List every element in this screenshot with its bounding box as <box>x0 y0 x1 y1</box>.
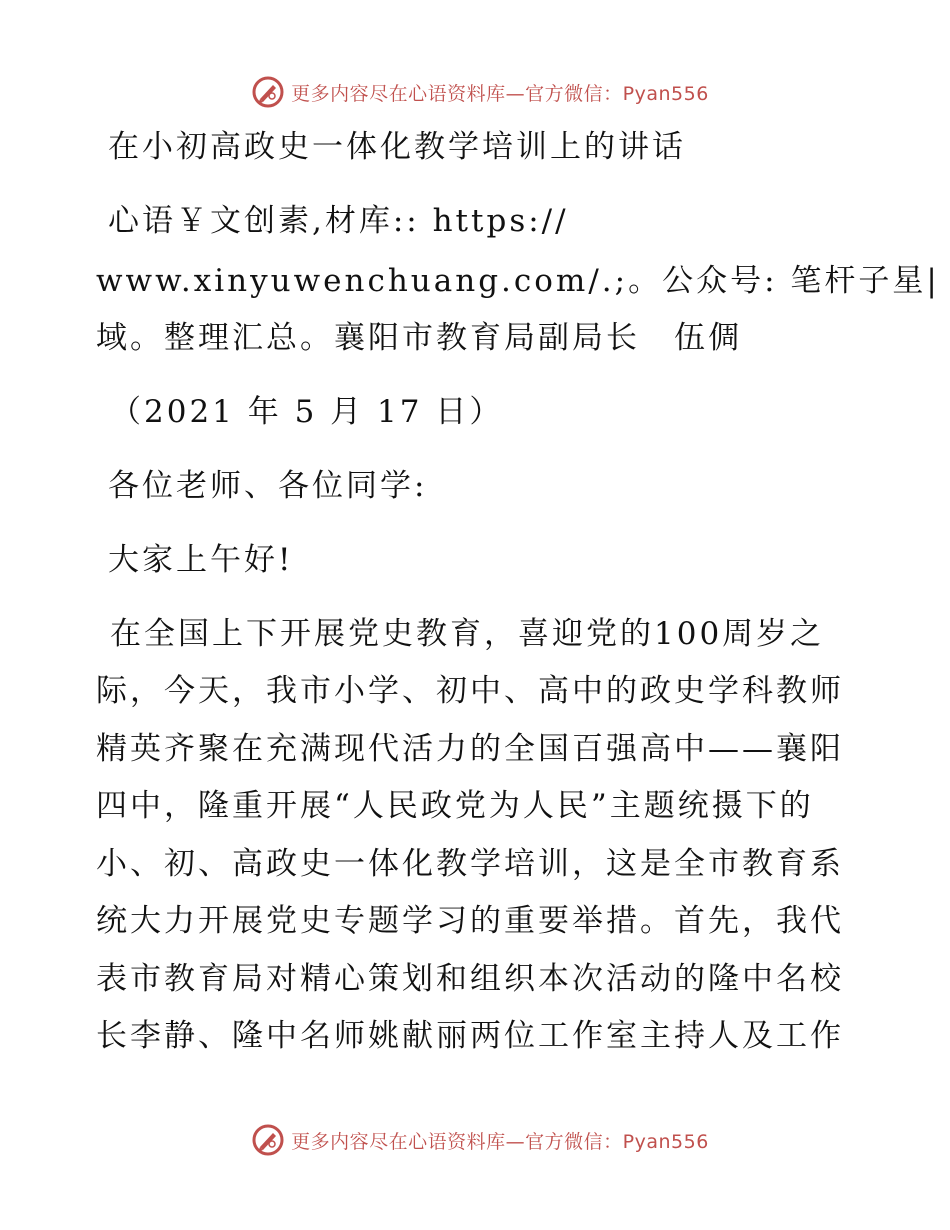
source-line-2: www.xinyuwenchuang.com/.;。公众号: 笔杆子星| <box>96 263 940 299</box>
greeting: 大家上午好! <box>108 542 294 578</box>
paragraph-line: 小、初、高政史一体化教学培训，这是全市教育系 <box>96 846 844 882</box>
footer-watermark-banner <box>0 1120 950 1160</box>
source-line-1: 心语￥文创素,材库:: https:// <box>108 203 569 239</box>
paragraph-line: 统大力开展党史专题学习的重要举措。首先，我代 <box>96 903 844 939</box>
paragraph-line: 在全国上下开展党史教育，喜迎党的100周岁之 <box>110 616 825 652</box>
source-line-3: 域。整理汇总。襄阳市教育局副局长 伍倜 <box>96 320 742 356</box>
watermark-text: 更多内容尽在心语资料库—官方微信：Pyan556 <box>291 1130 709 1153</box>
paragraph-line: 表市教育局对精心策划和组织本次活动的隆中名校 <box>96 961 844 997</box>
salutation: 各位老师、各位同学: <box>108 468 428 504</box>
paragraph-line: 精英齐聚在充满现代活力的全国百强高中——襄阳 <box>96 731 844 767</box>
header-watermark-banner <box>0 72 950 112</box>
document-title: 在小初高政史一体化教学培训上的讲话 <box>108 129 686 165</box>
watermark-text: 更多内容尽在心语资料库—官方微信：Pyan556 <box>291 82 709 105</box>
pen-logo-icon <box>251 75 285 109</box>
paragraph-line: 四中，隆重开展“人民政党为人民”主题统摄下的 <box>96 788 814 824</box>
speech-date: （2021 年 5 月 17 日） <box>110 394 504 430</box>
paragraph-line: 长李静、隆中名师姚献丽两位工作室主持人及工作 <box>96 1018 844 1054</box>
pen-logo-icon <box>251 1123 285 1157</box>
paragraph-line: 际，今天，我市小学、初中、高中的政史学科教师 <box>96 673 844 709</box>
